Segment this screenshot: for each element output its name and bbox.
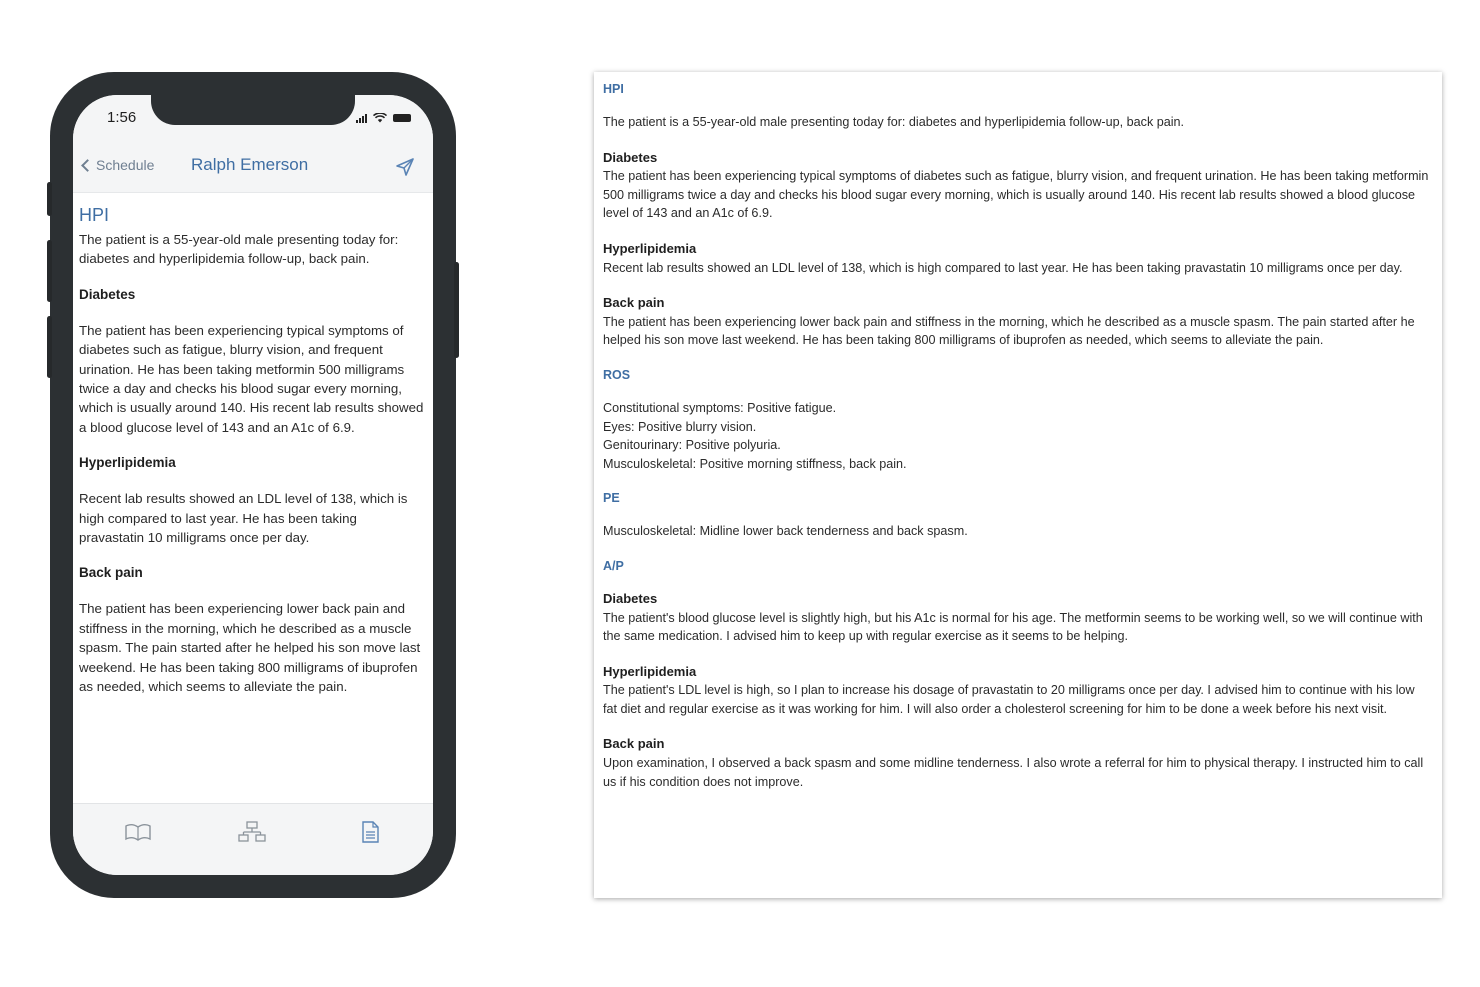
doc-ap-diabetes-text: The patient's blood glucose level is slightly high, but his A1c is normal for his age. The metformin seems to be working well, so we will continue with the same medication. I advised him to keep up with regular exercise as it seems to be helping.: [603, 610, 1423, 644]
back-pain-text: The patient has been experiencing lower back pain and stiffness in the morning, which he described as a muscle spasm. The pain started after he helped his son move last weekend. He has been taking 800 milligrams of ibuprofen as needed, which seems to alleviate the pain.: [79, 601, 421, 695]
tab-bar: [73, 803, 433, 875]
note-content: [73, 193, 433, 803]
doc-hyperlipidemia-text: Recent lab results showed an LDL level of 138, which is high compared to last year. He has been taking pravastatin 10 milligrams once per day.: [603, 260, 1403, 275]
phone-notch: [151, 95, 355, 125]
doc-ros-line: Genitourinary: Positive polyuria.: [603, 438, 781, 453]
send-icon[interactable]: [395, 157, 415, 177]
power-button: [454, 262, 459, 358]
doc-ap-back-pain-heading: Back pain: [603, 736, 665, 752]
book-icon[interactable]: [123, 820, 153, 844]
doc-diabetes-heading: Diabetes: [603, 149, 658, 165]
status-icons: [356, 113, 411, 123]
chevron-left-icon: [81, 159, 94, 172]
wifi-icon: [373, 113, 387, 123]
doc-ap-diabetes-heading: Diabetes: [603, 590, 658, 606]
doc-pe-text: Musculoskeletal: Midline lower back tenderness and back spasm.: [603, 524, 968, 539]
nav-bar: [73, 149, 433, 193]
doc-hyperlipidemia-heading: Hyperlipidemia: [603, 240, 697, 256]
patient-name-title: Ralph Emerson: [191, 155, 309, 174]
volume-up-button: [47, 240, 52, 302]
hpi-heading: HPI: [79, 205, 110, 225]
battery-icon: [393, 114, 411, 122]
hyperlipidemia-heading: Hyperlipidemia: [79, 455, 176, 471]
doc-ap-hyperlipidemia-text: The patient's LDL level is high, so I plan to increase his dosage of pravastatin to 20 milligrams once per day. I advised him to continue with his low fat diet and regular exercise as it was working for him. I will also order a cholesterol screening for him to be done a week before his next visit.: [603, 683, 1415, 716]
back-pain-heading: Back pain: [79, 565, 143, 581]
diabetes-heading: Diabetes: [79, 286, 136, 302]
doc-hpi-heading: HPI: [603, 82, 624, 96]
diabetes-text: The patient has been experiencing typical symptoms of diabetes such as fatigue, blurry vision, and frequent urination. He has been taking metformin 500 milligrams twice a day and checks his blood sugar every morning, which is usually around 140. His recent lab results showed a blood glucose level of 143 and an A1c of 6.9.: [79, 322, 424, 435]
document-icon[interactable]: [355, 820, 385, 844]
doc-ros-heading: ROS: [603, 367, 631, 382]
hierarchy-icon[interactable]: [237, 820, 267, 844]
doc-back-pain-heading: Back pain: [603, 295, 665, 311]
doc-ap-heading: A/P: [603, 558, 624, 573]
phone-screen: [73, 95, 433, 875]
phone-mockup: [50, 72, 456, 898]
volume-down-button: [47, 316, 52, 378]
doc-diabetes-text: The patient has been experiencing typical symptoms of diabetes such as fatigue, blurry vision, and frequent urination. He has been taking metformin 500 milligrams twice a day and checks his blood sugar every morning, which is usually around 140. His recent lab results showed a blood glucose level of 143 and an A1c of 6.9.: [603, 169, 1429, 221]
doc-ros-line: Constitutional symptoms: Positive fatigue.: [603, 400, 837, 415]
hpi-text: The patient is a 55-year-old male presenting today for: diabetes and hyperlipidemia follow-up, back pain.: [79, 232, 399, 267]
doc-pe-heading: PE: [603, 491, 620, 506]
doc-ap-back-pain-text: Upon examination, I observed a back spasm and some midline tenderness. I also wrote a referral for him to physical therapy. I instructed him to call us if his condition does not improve.: [603, 756, 1424, 789]
status-time: 1:56: [107, 109, 137, 126]
back-button-label: Schedule: [96, 157, 155, 173]
mute-switch: [47, 182, 52, 216]
doc-ap-hyperlipidemia-heading: Hyperlipidemia: [603, 663, 697, 679]
clinical-note-document: [594, 72, 1442, 898]
doc-ros-line: Eyes: Positive blurry vision.: [603, 419, 757, 434]
signal-icon: [356, 113, 367, 123]
hyperlipidemia-text: Recent lab results showed an LDL level of 138, which is high compared to last year. He has been taking pravastatin 10 milligrams once per day.: [79, 491, 408, 546]
doc-back-pain-text: The patient has been experiencing lower back pain and stiffness in the morning, which he described as a muscle spasm. The pain started after he helped his son move last weekend. He has been taking 800 milligrams of ibuprofen as needed, which seems to alleviate the pain.: [603, 314, 1415, 348]
doc-hpi-text: The patient is a 55-year-old male presenting today for: diabetes and hyperlipidemia follow-up, back pain.: [603, 115, 1185, 129]
doc-ros-line: Musculoskeletal: Positive morning stiffness, back pain.: [603, 456, 907, 471]
back-button[interactable]: [79, 157, 154, 173]
